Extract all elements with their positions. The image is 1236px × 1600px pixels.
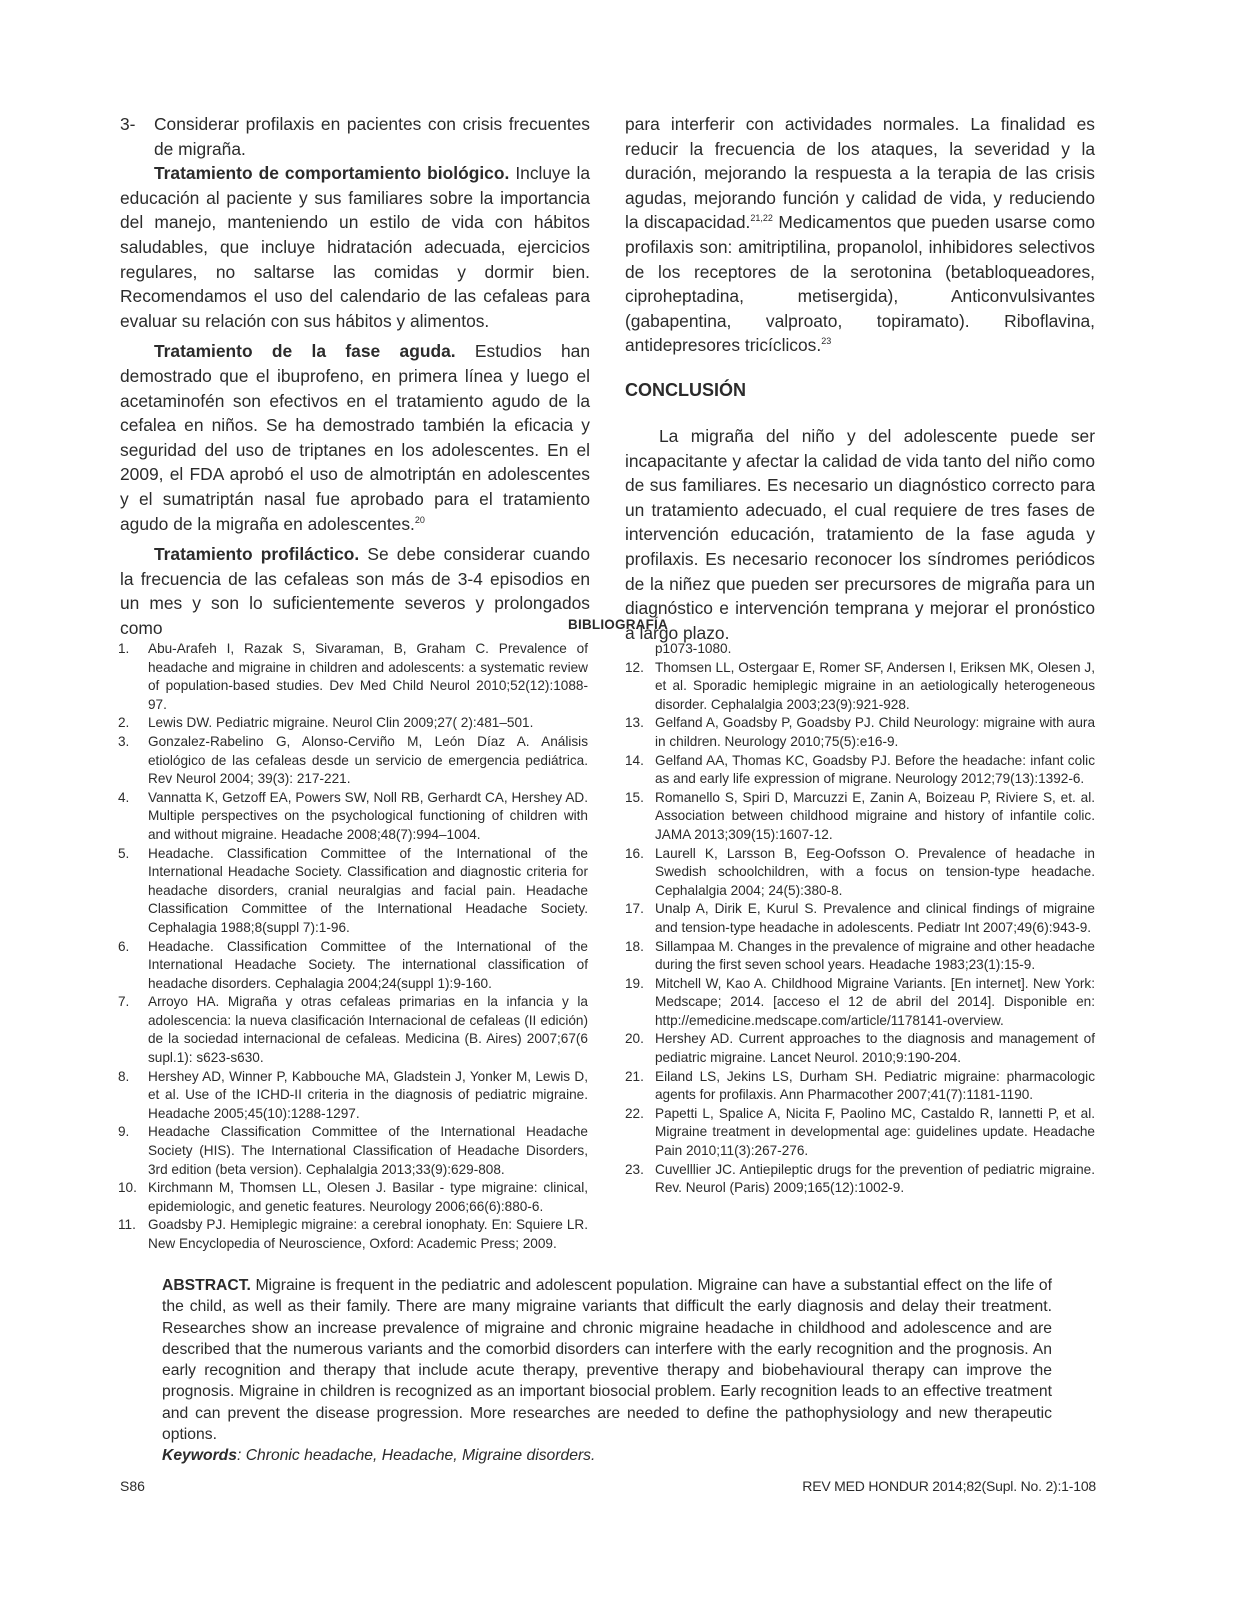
reference-number: 10. (118, 1180, 137, 1196)
reference-number: 9. (118, 1124, 130, 1140)
reference-item (118, 993, 588, 1067)
right-text-column (625, 112, 1095, 645)
page-number: S86 (120, 1478, 145, 1494)
reference-number: 18. (625, 938, 644, 954)
reference-number: 12. (625, 659, 644, 675)
reference-number: 13. (625, 715, 644, 731)
reference-number: 1. (118, 641, 130, 656)
subheading-acute-treatment: Tratamiento de la fase aguda. (154, 341, 456, 362)
abstract-block (162, 1275, 1052, 1467)
reference-text: Eiland LS, Jekins LS, Durham SH. Pediatric migraine: pharmacologic agents for profilaxis. Ann Pharmacother 2007;41(7):1181-1190. (655, 1068, 1095, 1103)
paragraph-text: Medicamentos que pueden usarse como profilaxis son: amitriptilina, propanolol, inhibidores selectivos de los receptores de la serotonina (betabloqueadores, ciproheptadina, metisergida), Anticonvulsivantes (gabapentina, valproato, topiramato). Riboflavina, antidepresores tricíclicos. (625, 212, 1095, 356)
reference-number: 8. (118, 1068, 130, 1084)
reference-item (625, 789, 1095, 845)
reference-text: Abu-Arafeh I, Razak S, Sivaraman, B, Graham C. Prevalence of headache and migraine in children and adolescents: a systematic review of population-based studies. Dev Med Child Neurol 2010;52(12):1088-97. (148, 641, 588, 712)
reference-text: Romanello S, Spiri D, Marcuzzi E, Zanin A, Boizeau P, Riviere S, et. al. Association between childhood migraine and history of infantile colic. JAMA 2013;309(15):1607-12. (655, 789, 1095, 842)
left-text-column (120, 112, 590, 640)
reference-text: Papetti L, Spalice A, Nicita F, Paolino MC, Castaldo R, Iannetti P, et al. Migraine treatment in developmental age: guidelines update. Headache Pain 2010;11(3):267-276. (655, 1105, 1095, 1159)
reference-text: Mitchell W, Kao A. Childhood Migraine Variants. [En internet]. New York: Medscape; 2014. [acceso el 12 de abril del 2014]. Disponible en: http://emedicine.medscape.com/article/1178141-overview. (655, 975, 1095, 1028)
reference-item (625, 1105, 1095, 1161)
reference-item (118, 1216, 588, 1253)
subheading-biological-treatment: Tratamiento de comportamiento biológico. (154, 163, 510, 184)
reference-number: 4. (118, 789, 130, 805)
reference-text: Unalp A, Dirik E, Kurul S. Prevalence and clinical findings of migraine and tension-type headache in adolescents. Pediatr Int 2007;49(6):943-9. (655, 901, 1095, 935)
list-item-3 (120, 112, 590, 161)
reference-number: 15. (625, 789, 644, 805)
reference-number: 16. (625, 845, 644, 861)
paragraph-biological-treatment (120, 161, 590, 333)
reference-text: Arroyo HA. Migraña y otras cefaleas primarias en la infancia y la adolescencia: la nueva clasificación Internacional de cefaleas (II edición) de la sociedad internacional de cefaleas. Medicina (B. Aires) 2007;67(6 supl.1): s623-s630. (148, 994, 588, 1066)
references-left-column (118, 640, 588, 1254)
reference-item (118, 938, 588, 994)
reference-number: 23. (625, 1161, 644, 1177)
journal-citation: REV MED HONDUR 2014;82(Supl. No. 2):1-108 (802, 1478, 1096, 1494)
reference-number: 6. (118, 938, 130, 954)
reference-text: p1073-1080. (655, 641, 732, 656)
reference-item (625, 714, 1095, 751)
references-right-column (625, 640, 1095, 1198)
reference-item (625, 975, 1095, 1031)
reference-text: Gelfand AA, Thomas KC, Goadsby PJ. Before the headache: infant colic as and early life expression of migrane. Neurology 2012;79(13):1392-6. (655, 752, 1095, 787)
reference-text: Gelfand A, Goadsby P, Goadsby PJ. Child Neurology: migraine with aura in children. Neurology 2010;75(5):e16-9. (655, 715, 1095, 749)
keywords-text: : Chronic headache, Headache, Migraine disorders. (236, 1447, 596, 1465)
reference-item (118, 1123, 588, 1179)
reference-number: 22. (625, 1105, 644, 1121)
reference-text: Hershey AD. Current approaches to the diagnosis and management of pediatric migraine. Lancet Neurol. 2010;9:190-204. (655, 1031, 1095, 1066)
reference-item (118, 789, 588, 845)
reference-number: 20. (625, 1031, 644, 1047)
reference-item (625, 900, 1095, 937)
keywords-line (162, 1447, 595, 1464)
reference-text: Headache. Classification Committee of the International of the International Headache Society. The international classification of headache disorders. Cephalagia 2004;24(suppl 1):9-160. (148, 938, 588, 991)
reference-number: 19. (625, 975, 644, 991)
bibliography-heading: BIBLIOGRAFÍA (568, 617, 668, 632)
paragraph-text: Se debe considerar cuando la frecuencia de las cefaleas son más de 3-4 episodios en un mes y son lo suficientemente severos y prolongados como (120, 544, 590, 638)
citation-superscript: 20 (414, 514, 425, 525)
reference-text: Headache Classification Committee of the International Headache Society (HIS). The International Classification of Headache Disorders, 3rd edition (beta version). Cephalalgia 2013;33(9):629-808. (148, 1124, 588, 1177)
paragraph-prophylaxis-continued (625, 112, 1095, 358)
reference-item (118, 845, 588, 938)
reference-number: 5. (118, 845, 130, 861)
list-item-number: 3- (120, 114, 136, 134)
reference-item (118, 640, 588, 714)
reference-number: 7. (118, 994, 130, 1010)
reference-item (625, 1161, 1095, 1198)
reference-text: Laurell K, Larsson B, Eeg-Oofsson O. Prevalence of headache in Swedish schoolchildren, with a focus on tension-type headache. Cephalalgia 2004; 24(5):380-8. (655, 845, 1095, 898)
section-heading-conclusion: CONCLUSIÓN (625, 379, 746, 400)
reference-text: Kirchmann M, Thomsen LL, Olesen J. Basilar - type migraine: clinical, epidemiologic, and genetic features. Neurology 2006;66(6):880-6. (148, 1180, 588, 1214)
paragraph-conclusion: La migraña del niño y del adolescente puede ser incapacitante y afectar la calidad de vida tanto del niño como de sus familiares. Es necesario un diagnóstico correcto para un tratamiento adecuado, el cual requiere de tres fases de intervención educación, tratamiento de la fase aguda y profilaxis. Es necesario reconocer los síndromes periódicos de la niñez que pueden ser precursores de migraña para un diagnóstico e intervención temprana y mejorar el pronóstico a largo plazo. (625, 425, 1095, 643)
citation-superscript: 21,22 (750, 213, 773, 224)
reference-text: Thomsen LL, Ostergaar E, Romer SF, Andersen I, Eriksen MK, Olesen J, et al. Sporadic hemiplegic migraine in an aetiologically heterogeneous disorder. Cephalalgia 2003;23(9):921-928. (655, 659, 1095, 712)
reference-number: 14. (625, 752, 644, 768)
paragraph-text: Incluye la educación al paciente y sus familiares sobre la importancia del manejo, manteniendo un estilo de vida con hábitos saludables, que incluye hidratación adecuada, ejercicios regulares, no saltarse las comidas y dormir bien. Recomendamos el uso del calendario de las cefaleas para evaluar su relación con sus hábitos y alimentos. (120, 163, 590, 331)
reference-item (118, 714, 588, 733)
reference-item (118, 733, 588, 789)
reference-number: 2. (118, 715, 130, 731)
reference-item (625, 659, 1095, 715)
reference-item (625, 845, 1095, 901)
subheading-prophylactic-treatment: Tratamiento profiláctico. (154, 544, 360, 565)
paragraph-text: para interferir con actividades normales. La finalidad es reducir la frecuencia de los ataques, la severidad y la duración, mejorando la respuesta a la terapia de las crisis agudas, mejorando función y calidad de vida, y reduciendo la discapacidad. (625, 114, 1095, 233)
paragraph-text: Estudios han demostrado que el ibuprofeno, en primera línea y luego el acetaminofén son efectivos en el tratamiento agudo de la cefalea en niños. Se ha demostrado también la eficacia y seguridad del uso de triptanes en los adolescentes. En el 2009, el FDA aprobó el uso de almotriptán en adolescentes y el sumatriptán nasal fue aprobado para el tratamiento agudo de la migraña en adolescentes. (120, 341, 590, 534)
reference-text: Goadsby PJ. Hemiplegic migraine: a cerebral ionophaty. En: Squiere LR. New Encyclopedia of Neuroscience, Oxford: Academic Press; 2009. (148, 1217, 588, 1251)
reference-text: Cuvelllier JC. Antiepileptic drugs for the prevention of pediatric migraine. Rev. Neurol (Paris) 2009;165(12):1002-9. (655, 1161, 1095, 1196)
reference-item (118, 1179, 588, 1216)
reference-number: 11. (118, 1217, 136, 1233)
paragraph-acute-treatment (120, 339, 590, 536)
reference-item (625, 1068, 1095, 1105)
reference-text: Sillampaa M. Changes in the prevalence of migraine and other headache during the first seven school years. Headache 1983;23(1):15-9. (655, 938, 1095, 973)
reference-item (625, 938, 1095, 975)
reference-number: 3. (118, 733, 130, 749)
reference-text: Gonzalez-Rabelino G, Alonso-Cerviño M, León Díaz A. Análisis etiológico de las cefaleas desde un servicio de emergencia pediátrica. Rev Neurol 2004; 39(3): 217-221. (148, 733, 588, 787)
reference-item (625, 1030, 1095, 1067)
reference-text: Vannatta K, Getzoff EA, Powers SW, Noll RB, Gerhardt CA, Hershey AD. Multiple perspectives on the psychological functioning of children with and without migraine. Headache 2008;48(7):994–1004. (148, 789, 588, 842)
reference-number: 17. (625, 901, 644, 917)
reference-item (625, 752, 1095, 789)
list-item-text: Considerar profilaxis en pacientes con crisis frecuentes de migraña. (154, 114, 590, 159)
abstract-text: Migraine is frequent in the pediatric and adolescent population. Migraine can have a substantial effect on the life of the child, as well as their family. There are many migraine variants that difficult the early diagnosis and delay their treatment. Researches show an increase prevalence of migraine and chronic migraine headache in childhood and adolescence and are described that the numerous variants and the comorbid disorders can interfere with the early recognition and the prognosis. An early recognition and therapy that include acute therapy, preventive therapy and biobehavioural therapy can improve the prognosis. Migraine in children is recognized as an important biosocial problem. Early recognition leads to an effective treatment and can prevent the disease progression. More researches are needed to define the pathophysiology and new therapeutic options. (162, 1277, 1052, 1444)
reference-number: 21. (625, 1068, 644, 1084)
reference-continuation (625, 640, 1095, 659)
abstract-label: ABSTRACT. (162, 1277, 251, 1294)
citation-superscript: 23 (821, 336, 832, 347)
reference-text: Hershey AD, Winner P, Kabbouche MA, Gladstein J, Yonker M, Lewis D, et al. Use of the ICHD-II criteria in the diagnosis of pediatric migraine. Headache 2005;45(10):1288-1297. (148, 1068, 588, 1121)
reference-text: Headache. Classification Committee of the International of the International Headache Society. Classification and diagnostic criteria for headache disorders, cranial neuralgias and facial pain. Headache Classification Committee of the International Headache Society. Cephalagia 1988;8(suppl 7):1-96. (148, 845, 588, 935)
reference-item (118, 1068, 588, 1124)
keywords-label: Keywords (162, 1447, 237, 1465)
reference-text: Lewis DW. Pediatric migraine. Neurol Clin 2009;27( 2):481–501. (148, 715, 534, 731)
